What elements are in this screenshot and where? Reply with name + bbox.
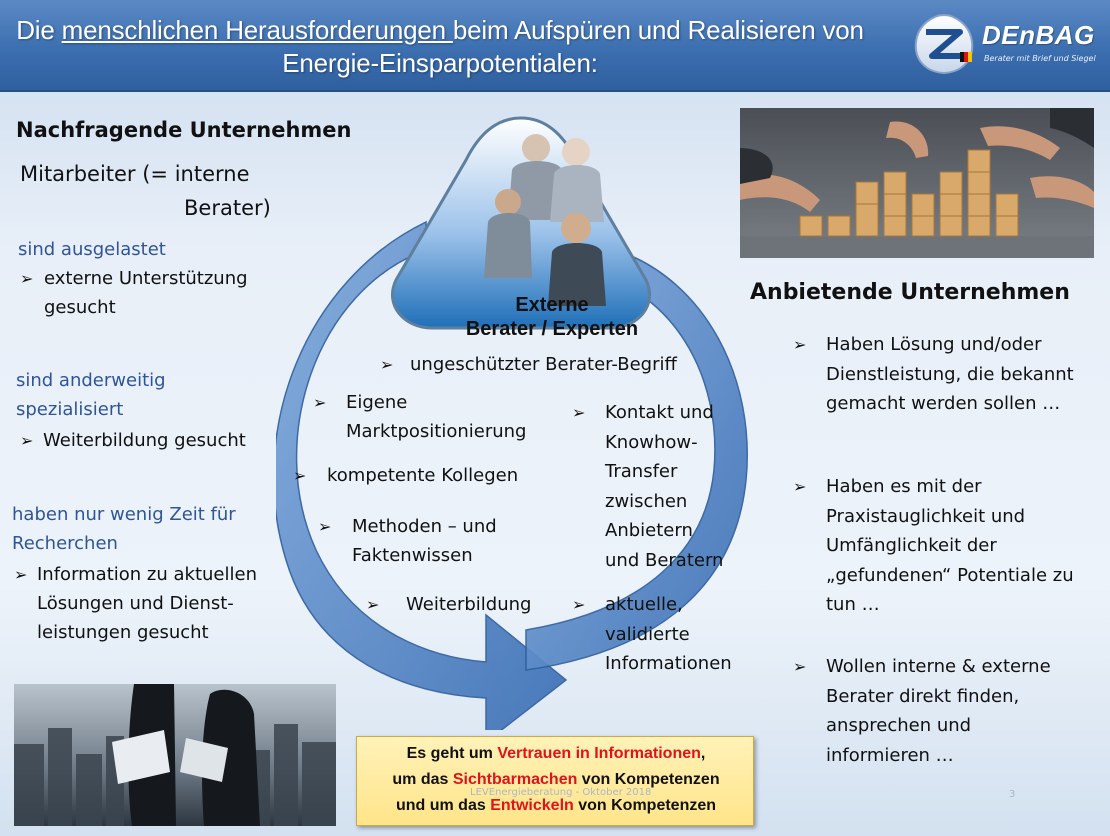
center-item-text: Transfer <box>605 461 678 482</box>
center-item-text: validierte <box>605 623 690 645</box>
title-underlined: menschlichen Herausforderungen <box>61 15 453 45</box>
bullet-arrow-icon: ➢ <box>380 355 394 374</box>
right-item-text: Praxistauglichkeit und <box>826 505 1026 527</box>
left-group-label: sind ausgelastet <box>18 239 166 260</box>
bullet-arrow-icon: ➢ <box>793 657 807 676</box>
right-item-text: Berater direkt finden, <box>826 685 1020 707</box>
quote-line2-post: von Kompetenzen <box>577 771 720 788</box>
left-group-bullet-text: externe Unterstützung <box>44 268 248 289</box>
slide-title <box>0 14 880 80</box>
left-group-label: spezialisiert <box>16 399 124 420</box>
bullet-arrow-icon: ➢ <box>793 477 807 496</box>
quote-line1-pre: Es geht um <box>406 745 498 762</box>
left-group-label: sind anderweitig <box>16 370 166 391</box>
center-item-text: Faktenwissen <box>352 545 473 566</box>
center-item-text: Anbietern <box>605 520 693 541</box>
bullet-arrow-icon: ➢ <box>14 565 28 584</box>
page-number: 3 <box>1009 789 1016 800</box>
left-heading: Nachfragende Unternehmen <box>16 118 352 142</box>
right-heading: Anbietende Unternehmen <box>750 280 1070 305</box>
logo-text: DEnBAG <box>982 20 1095 50</box>
center-item-text: Marktpositionierung <box>346 421 527 442</box>
left-group-bullet-text: Lösungen und Dienst- <box>37 593 234 614</box>
logo-tagline: Berater mit Brief und Siegel <box>984 54 1096 63</box>
left-group-label: haben nur wenig Zeit für <box>12 504 236 525</box>
employees-line1: Mitarbeiter (= interne <box>20 162 250 186</box>
quote-line3-pre: und um das <box>395 797 491 814</box>
center-item-text: kompetente Kollegen <box>327 465 519 486</box>
right-item-text: Haben Lösung und/oder <box>826 334 1042 355</box>
right-item-text: Umfänglichkeit der <box>826 535 997 556</box>
right-item-text: ansprechen und <box>826 715 972 736</box>
left-group-bullet-text: Information zu aktuellen <box>37 564 257 585</box>
bullet-arrow-icon: ➢ <box>366 595 380 614</box>
quote-line2-pre: um das <box>392 771 453 788</box>
right-item-text: tun … <box>826 594 880 615</box>
center-item-text: Eigene <box>346 392 408 413</box>
title-suffix: beim Aufspüren und Realisieren von <box>452 15 864 45</box>
title-line2: Energie-Einsparpotentialen: <box>282 48 598 78</box>
left-group-bullet-text: gesucht <box>44 297 116 318</box>
right-item-text: informieren … <box>826 744 954 766</box>
center-item-text: ungeschützter Berater-Begriff <box>410 354 677 375</box>
quote-line1-post: , <box>700 745 706 762</box>
bullet-arrow-icon: ➢ <box>572 403 586 422</box>
right-item-text: gemacht werden sollen … <box>826 393 1061 414</box>
bullet-arrow-icon: ➢ <box>20 431 34 450</box>
footer-text: LEVEnergieberatung - Oktober 2018 <box>470 787 652 798</box>
left-group-bullet-text: leistungen gesucht <box>37 622 209 643</box>
center-title-line1: Externe <box>515 294 589 316</box>
quote-line1-highlight: Vertrauen in Informationen <box>497 745 701 762</box>
center-item-text: Knowhow- <box>605 431 698 453</box>
right-item-text: „gefundenen“ Potentiale zu <box>826 564 1074 586</box>
right-item-text: Wollen interne & externe <box>826 656 1051 677</box>
center-item-text: Kontakt und <box>605 402 714 423</box>
bullet-arrow-icon: ➢ <box>318 517 332 536</box>
center-item-text: und Beratern <box>605 549 724 571</box>
employees-line2: Berater) <box>184 196 271 220</box>
bullet-arrow-icon: ➢ <box>572 595 586 614</box>
quote-line2-highlight: Sichtbarmachen <box>452 771 578 788</box>
logo-badge-icon <box>912 12 976 76</box>
center-item-text: Informationen <box>605 653 732 674</box>
center-item-text: Weiterbildung <box>406 594 532 615</box>
center-item-text: aktuelle, <box>605 594 683 615</box>
quote-line3-highlight: Entwickeln <box>490 797 574 814</box>
bullet-arrow-icon: ➢ <box>20 269 34 288</box>
center-item-text: Methoden – und <box>352 516 497 537</box>
center-item-text: zwischen <box>605 490 688 512</box>
right-item-text: Haben es mit der <box>826 476 982 497</box>
denbag-logo <box>912 12 1102 80</box>
title-prefix: Die <box>16 15 62 45</box>
blocks-photo <box>740 108 1094 258</box>
quote-line3-post: von Kompetenzen <box>573 797 717 814</box>
bullet-arrow-icon: ➢ <box>793 335 807 354</box>
quote-line3 <box>357 797 755 815</box>
left-group-bullet-text: Weiterbildung gesucht <box>43 430 246 451</box>
bullet-arrow-icon: ➢ <box>313 393 327 412</box>
center-title-line2: Berater / Experten <box>465 318 639 340</box>
title-bar <box>0 0 1110 92</box>
right-item-text: Dienstleistung, die bekannt <box>826 363 1074 385</box>
bullet-arrow-icon: ➢ <box>293 466 307 485</box>
quote-line1 <box>357 745 755 763</box>
center-title <box>432 293 672 341</box>
quote-box <box>356 736 754 826</box>
left-group-label: Recherchen <box>12 533 118 554</box>
